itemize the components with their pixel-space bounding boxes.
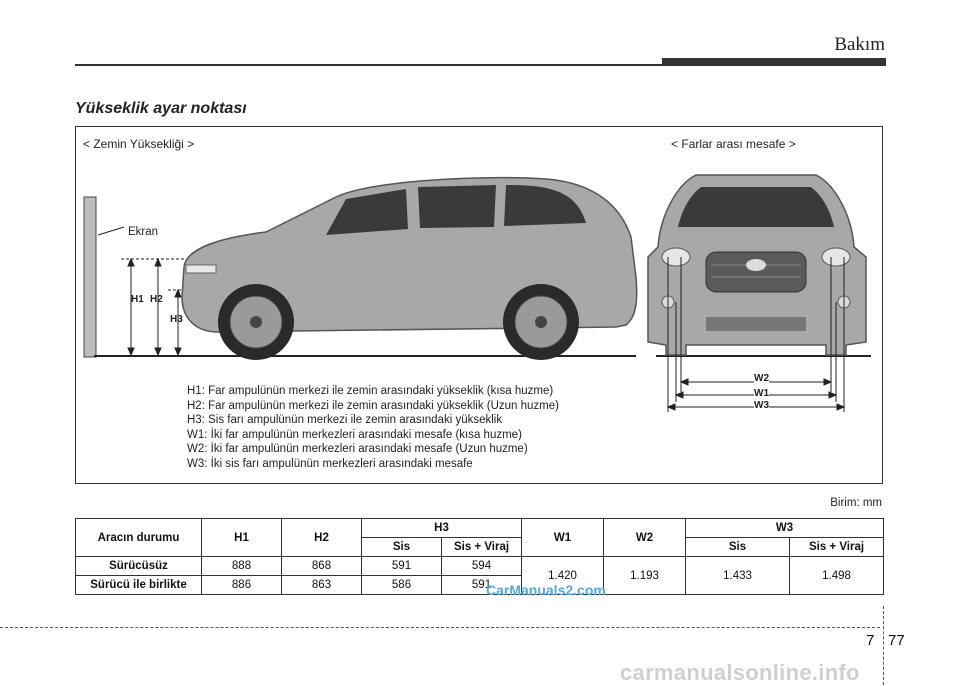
cell-h3-sis: 586 bbox=[362, 576, 442, 595]
col-h2: H2 bbox=[282, 519, 362, 557]
legend-h1: H1: Far ampulünün merkezi ile zemin arasındaki yükseklik (kısa huzme) bbox=[187, 385, 554, 397]
row-label: Sürücü ile birlikte bbox=[76, 576, 202, 595]
page-number: 77 bbox=[888, 632, 905, 649]
cell-h1: 888 bbox=[202, 557, 282, 576]
section-title: Yükseklik ayar noktası bbox=[75, 100, 247, 117]
h3-label: H3 bbox=[170, 314, 183, 325]
col-h3-sis: Sis bbox=[362, 538, 442, 557]
col-w3-sis-viraj: Sis + Viraj bbox=[790, 538, 884, 557]
cell-h2: 868 bbox=[282, 557, 362, 576]
ground-height-caption: < Zemin Yüksekliği > bbox=[83, 137, 195, 151]
cell-w2: 1.193 bbox=[604, 557, 686, 595]
legend-w2: W2: İki far ampulünün merkezleri arasındaki mesafe (Uzun huzme) bbox=[187, 443, 528, 456]
cell-h3-viraj: 591 bbox=[442, 576, 522, 595]
screen-label: Ekran bbox=[128, 226, 159, 238]
legend-w1: W1: İki far ampulünün merkezleri arasındaki mesafe (kısa huzme) bbox=[187, 428, 522, 441]
cell-w3-viraj: 1.498 bbox=[790, 557, 884, 595]
col-w3: W3 bbox=[686, 519, 884, 538]
legend-w3: W3: İki sis farı ampulünün merkezleri arasındaki mesafe bbox=[187, 457, 473, 470]
aim-spec-table bbox=[75, 518, 884, 595]
h2-label: H2 bbox=[150, 294, 163, 305]
watermark-link[interactable]: CarManuals2.com bbox=[486, 582, 606, 598]
footer-divider bbox=[883, 606, 884, 685]
cell-h2: 863 bbox=[282, 576, 362, 595]
cell-w1: 1.420 bbox=[522, 557, 604, 595]
h1-label: H1 bbox=[131, 294, 144, 305]
legend-h3: H3: Sis farı ampulünün merkezi ile zemin arasındaki yükseklik bbox=[187, 414, 503, 427]
legend-h2: H2: Far ampulünün merkezi ile zemin arasındaki yükseklik (Uzun huzme) bbox=[187, 399, 559, 412]
cell-h3-sis: 591 bbox=[362, 557, 442, 576]
col-h3-sis-viraj: Sis + Viraj bbox=[442, 538, 522, 557]
w3-label: W3 bbox=[754, 400, 769, 411]
footer-site-link[interactable]: carmanualsonline.info bbox=[620, 660, 860, 685]
col-vehicle-state: Aracın durumu bbox=[76, 519, 202, 557]
headlight-distance-caption: < Farlar arası mesafe > bbox=[671, 137, 796, 151]
col-w1: W1 bbox=[522, 519, 604, 557]
unit-label: Birim: mm bbox=[830, 497, 882, 509]
cell-h3-viraj: 594 bbox=[442, 557, 522, 576]
w1-label: W1 bbox=[754, 388, 769, 399]
figure-legend bbox=[187, 384, 559, 472]
w2-label: W2 bbox=[754, 373, 769, 384]
col-w3-sis: Sis bbox=[686, 538, 790, 557]
row-label: Sürücüsüz bbox=[76, 557, 202, 576]
footer-rule bbox=[0, 627, 880, 628]
header-rule-accent bbox=[662, 58, 886, 66]
cell-h1: 886 bbox=[202, 576, 282, 595]
header-title: Bakım bbox=[834, 34, 885, 55]
header-rule bbox=[75, 64, 665, 66]
table-row bbox=[76, 557, 884, 576]
col-w2: W2 bbox=[604, 519, 686, 557]
chapter-number: 7 bbox=[866, 632, 875, 649]
screen-pointer bbox=[98, 227, 124, 235]
col-h1: H1 bbox=[202, 519, 282, 557]
car-side-icon bbox=[182, 178, 637, 360]
cell-w3-sis: 1.433 bbox=[686, 557, 790, 595]
screen-wall bbox=[84, 197, 96, 357]
col-h3: H3 bbox=[362, 519, 522, 538]
